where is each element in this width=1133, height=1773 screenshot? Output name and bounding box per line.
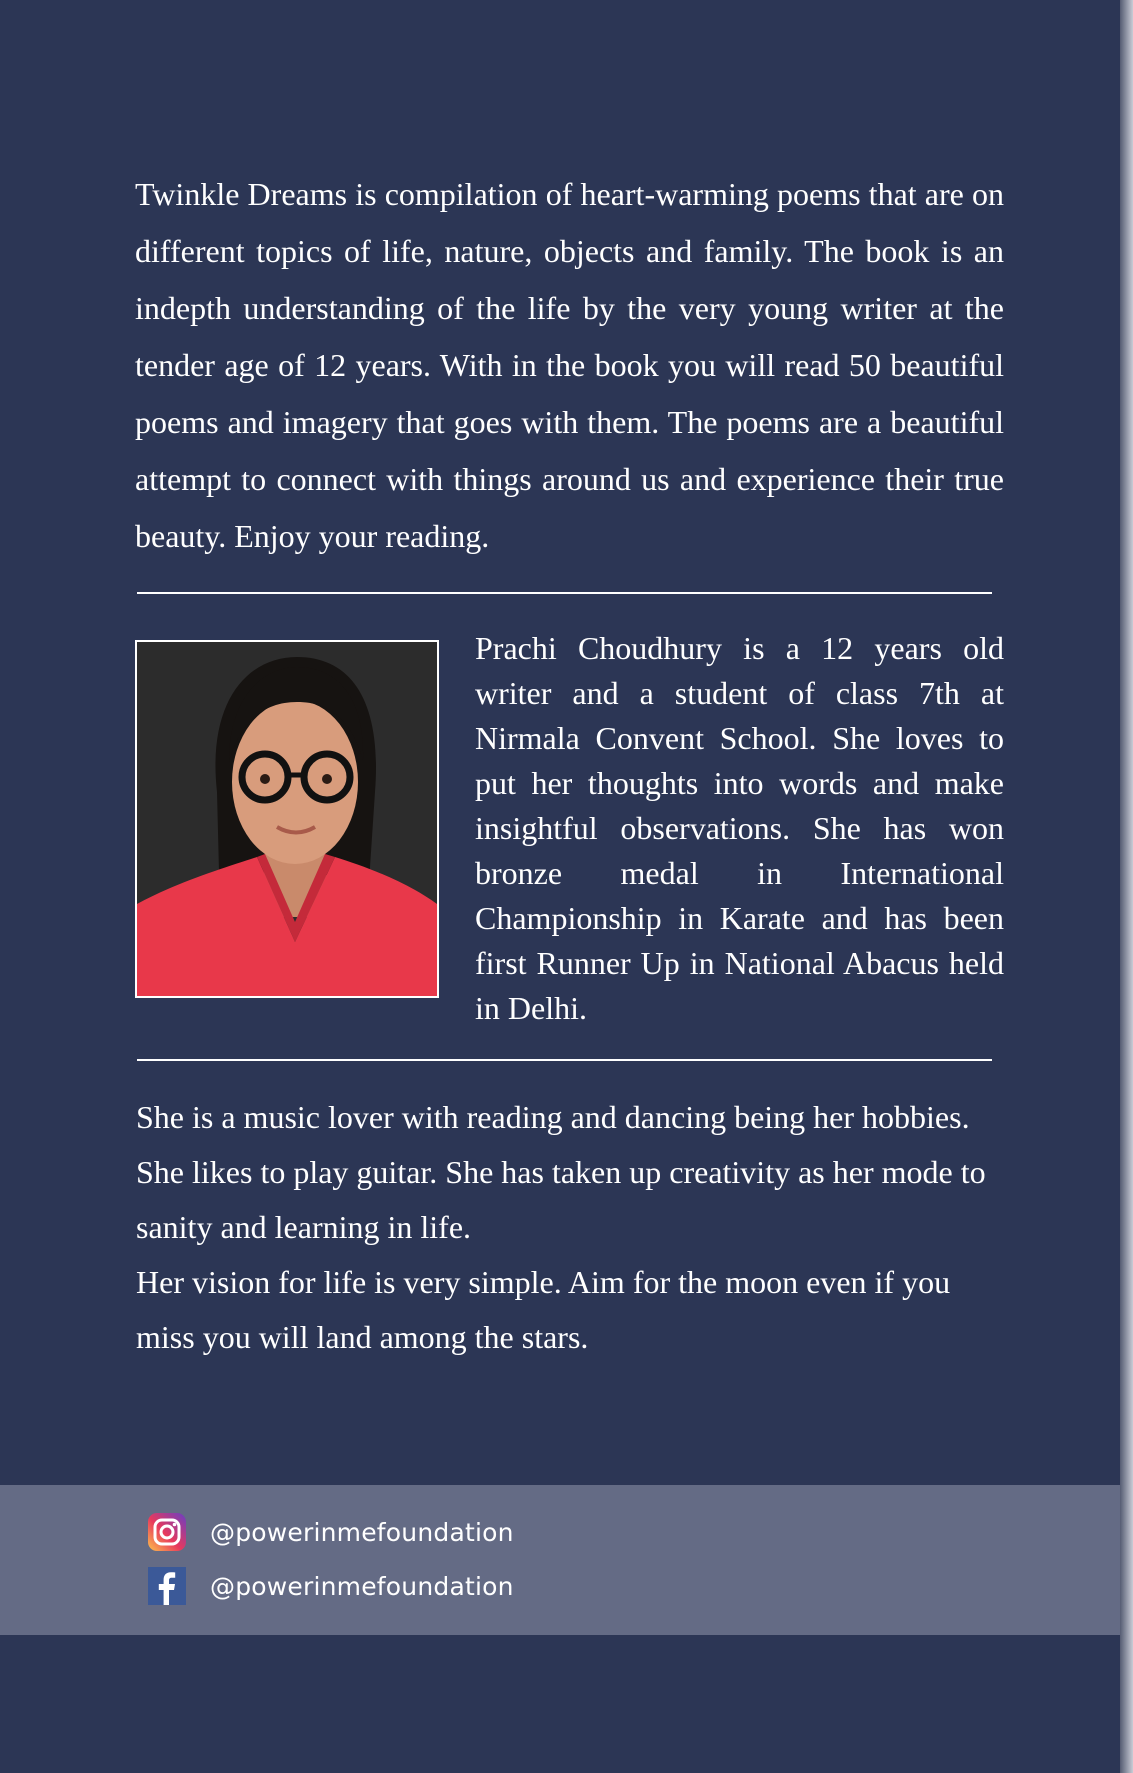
author-bio: Prachi Choudhury is a 12 years old writer and a student of class 7th at Nirmala Convent School. She loves to put her thoughts into words and make insightful observations. She has won bronze medal in International Championship in Karate and has been first Runner Up in National Abacus held in Delhi. (475, 630, 1004, 1026)
instagram-handle: @powerinmefoundation (210, 1517, 514, 1547)
instagram-link[interactable] (148, 1513, 514, 1551)
divider-top (137, 592, 992, 594)
facebook-icon (148, 1567, 186, 1605)
vision-paragraph: Her vision for life is very simple. Aim for the moon even if you miss you will land among the stars. (136, 1264, 951, 1355)
facebook-handle: @powerinmefoundation (210, 1571, 514, 1601)
book-blurb: Twinkle Dreams is compilation of heart-warming poems that are on different topics of life, nature, objects and family. The book is an indepth understanding of the life by the very young writer at the tender age of 12 years. With in the book you will read 50 beautiful poems and imagery that goes with them. The poems are a beautiful attempt to connect with things around us and experience their true beauty. Enjoy your reading. (135, 176, 1004, 554)
author-photo (135, 640, 439, 998)
hobbies-paragraph: She is a music lover with reading and dancing being her hobbies. She likes to play guitar. She has taken up creativity as her mode to sanity and learning in life. (136, 1099, 986, 1245)
instagram-icon (148, 1513, 186, 1551)
social-footer (0, 1485, 1120, 1635)
author-hobbies (136, 1090, 1004, 1365)
facebook-link[interactable] (148, 1567, 514, 1605)
divider-bottom (137, 1059, 992, 1061)
page-edge (1120, 0, 1133, 1773)
